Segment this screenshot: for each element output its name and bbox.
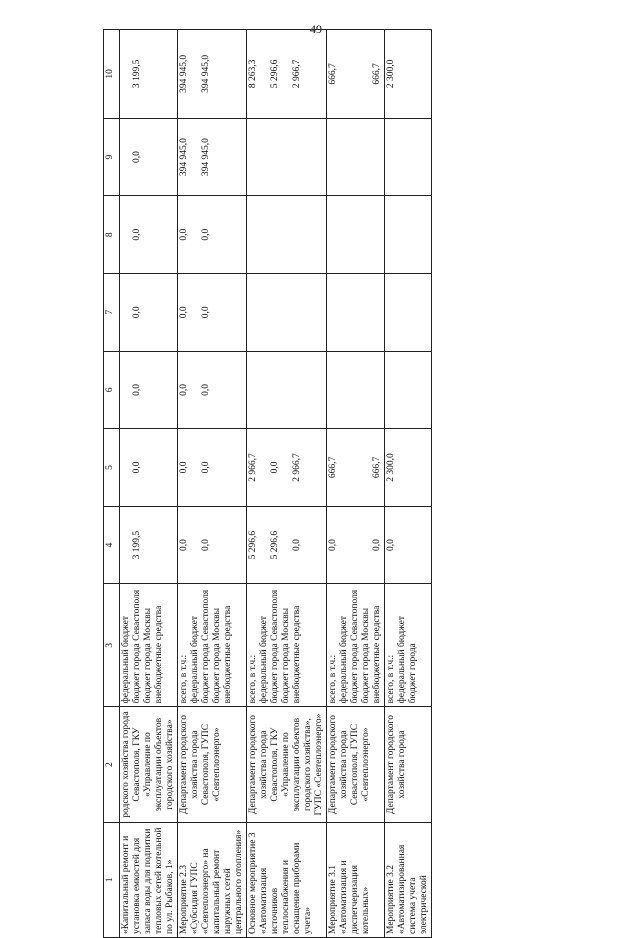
value-line (372, 355, 383, 426)
value-line (190, 510, 201, 581)
value-line: 0,0 (179, 306, 189, 319)
value-line (339, 432, 350, 503)
table-row (327, 30, 385, 938)
value-line (212, 122, 223, 193)
activity-name: «Капитальный ремонт и установка емкостей для запаса воды для подпитки тепловых сетей котельной по ул. Рыбаков, 1» (120, 822, 178, 937)
column-header: 4 (104, 506, 120, 584)
funding-source: внебюджетные средства (372, 605, 382, 704)
value-line (259, 122, 270, 193)
funding-source: внебюджетные средства (154, 605, 164, 704)
value-line (281, 355, 292, 426)
value-cell (247, 30, 327, 119)
value-line (281, 199, 292, 270)
value-line (121, 199, 132, 270)
value-line: 666,7 (372, 63, 382, 85)
value-line (270, 355, 281, 426)
funding-source: всего, в т.ч.: (248, 654, 258, 704)
value-line (154, 432, 165, 503)
activity-name: Мероприятие 3.1 «Автоматизация и диспетчеризация котельных» (327, 822, 385, 937)
funding-source: всего, в т.ч.: (386, 654, 396, 704)
value-line (328, 199, 339, 270)
activity-name: Мероприятие 2.3 «Субсидия ГУПС «Севтеплоэнерго» на капитальный ремонт наружных сетей центрального отопления» (178, 822, 247, 937)
value-line: 0,0 (201, 306, 211, 319)
value-line: 2 300,0 (386, 453, 396, 482)
value-line: 394 945,0 (201, 138, 211, 177)
value-line: 0,0 (179, 461, 189, 474)
funding-sources (178, 584, 247, 707)
value-line (372, 199, 383, 270)
value-line (292, 277, 303, 348)
value-cell (327, 273, 385, 351)
column-header: 8 (104, 196, 120, 274)
value-line (259, 33, 270, 115)
funding-source: всего, в т.ч.: (328, 654, 338, 704)
value-line (121, 432, 132, 503)
value-line: 394 945,0 (201, 54, 211, 93)
funding-sources (385, 584, 432, 707)
value-line (292, 355, 303, 426)
budget-table (103, 29, 432, 938)
value-line (408, 355, 419, 426)
value-line (223, 199, 234, 270)
table-row (247, 30, 327, 938)
funding-source: бюджет города Москвы (281, 607, 291, 704)
value-line (339, 277, 350, 348)
value-line (350, 510, 361, 581)
value-line (223, 33, 234, 115)
funding-source: всего, в т.ч.: (179, 654, 189, 704)
value-line (190, 122, 201, 193)
value-cell (247, 506, 327, 584)
funding-source: бюджет города Москвы (361, 607, 371, 704)
value-line (292, 199, 303, 270)
value-line: 0,0 (132, 306, 142, 319)
value-line (154, 355, 165, 426)
value-cell (120, 273, 178, 351)
value-line (154, 199, 165, 270)
value-cell (120, 30, 178, 119)
value-line (143, 510, 154, 581)
funding-source: федеральный бюджет (190, 615, 200, 704)
value-line (339, 122, 350, 193)
value-line: 2 966,7 (292, 59, 302, 89)
responsible-executor: Департамент городского хозяйства города Севастополя, ГУПС «Севтеплоэнерго» (178, 707, 247, 822)
value-cell (385, 118, 432, 196)
responsible-executor: Департамент городского хозяйства города (385, 707, 432, 822)
value-line (408, 277, 419, 348)
value-cell (120, 429, 178, 507)
value-line (350, 33, 361, 115)
value-line (386, 277, 397, 348)
value-cell (385, 429, 432, 507)
value-line (190, 199, 201, 270)
value-cell (178, 506, 247, 584)
funding-source: внебюджетные средства (223, 605, 233, 704)
value-cell (247, 351, 327, 429)
page-number: 49 (310, 22, 322, 36)
value-line (121, 33, 132, 115)
value-line (397, 355, 408, 426)
value-line (223, 122, 234, 193)
value-cell (385, 196, 432, 274)
value-line (121, 277, 132, 348)
value-cell (327, 506, 385, 584)
value-line: 0,0 (386, 539, 396, 551)
value-line (339, 355, 350, 426)
funding-sources (327, 584, 385, 707)
rotated-table-container (103, 29, 575, 938)
value-cell (178, 351, 247, 429)
value-line: 5 296,6 (270, 59, 280, 89)
value-line (361, 122, 372, 193)
funding-source: бюджет города Москвы (143, 607, 153, 704)
value-line (281, 432, 292, 503)
column-header: 1 (104, 822, 120, 937)
value-line (281, 122, 292, 193)
value-cell (247, 196, 327, 274)
activity-name: Основное мероприятие 3 «Автоматизация источников теплоснабжения и оснащение приборами учета» (247, 822, 327, 937)
value-line (281, 277, 292, 348)
funding-source: федеральный бюджет (259, 615, 269, 704)
value-cell (178, 118, 247, 196)
value-line (259, 199, 270, 270)
value-line (350, 355, 361, 426)
value-line (339, 199, 350, 270)
value-cell (120, 506, 178, 584)
column-header: 6 (104, 351, 120, 429)
value-cell (120, 118, 178, 196)
funding-source: бюджет города Севастополя (270, 589, 280, 704)
funding-source: бюджет города Севастополя (132, 589, 142, 704)
value-line (190, 355, 201, 426)
value-line (281, 33, 292, 115)
value-line (408, 199, 419, 270)
value-line (328, 277, 339, 348)
value-line (339, 510, 350, 581)
column-header: 2 (104, 707, 120, 822)
value-cell (247, 118, 327, 196)
value-line (248, 355, 259, 426)
value-line: 0,0 (132, 383, 142, 396)
value-line: 0,0 (372, 539, 382, 551)
value-cell (327, 351, 385, 429)
funding-source: бюджет города Москвы (212, 607, 222, 704)
value-line: 0,0 (179, 383, 189, 396)
table-row (178, 30, 247, 938)
value-line (121, 510, 132, 581)
value-line: 0,0 (201, 383, 211, 396)
value-line: 5 296,6 (270, 530, 280, 560)
value-line: 0,0 (179, 228, 189, 241)
value-line (361, 277, 372, 348)
value-line (372, 122, 383, 193)
value-line (248, 122, 259, 193)
header-row (104, 30, 120, 938)
value-cell (247, 273, 327, 351)
value-cell (178, 30, 247, 119)
value-line (281, 510, 292, 581)
value-cell (178, 429, 247, 507)
value-line (361, 432, 372, 503)
funding-source: федеральный бюджет (339, 615, 349, 704)
value-line (190, 432, 201, 503)
value-line: 3 199,5 (132, 530, 142, 560)
value-cell (385, 351, 432, 429)
value-line (408, 432, 419, 503)
value-line (143, 277, 154, 348)
column-header: 5 (104, 429, 120, 507)
value-line (259, 277, 270, 348)
value-line (361, 355, 372, 426)
value-line (121, 122, 132, 193)
value-line (154, 33, 165, 115)
value-line (154, 510, 165, 581)
value-line: 0,0 (179, 539, 189, 551)
value-line: 666,7 (328, 63, 338, 85)
value-line: 0,0 (132, 461, 142, 474)
value-line (270, 277, 281, 348)
value-line (190, 277, 201, 348)
value-line (339, 33, 350, 115)
funding-source: внебюджетные средства (292, 605, 302, 704)
value-line (350, 432, 361, 503)
value-cell (120, 351, 178, 429)
value-line (408, 510, 419, 581)
value-line (397, 33, 408, 115)
value-cell (385, 273, 432, 351)
value-line (143, 122, 154, 193)
value-line (212, 510, 223, 581)
value-line (190, 33, 201, 115)
value-line: 666,7 (328, 456, 338, 479)
value-line (259, 510, 270, 581)
value-line (361, 199, 372, 270)
value-line (223, 355, 234, 426)
value-line: 0,0 (201, 228, 211, 241)
value-line (143, 33, 154, 115)
value-line (408, 122, 419, 193)
funding-source: федеральный бюджет (121, 615, 131, 704)
value-line (259, 432, 270, 503)
value-line (223, 510, 234, 581)
value-line (143, 432, 154, 503)
column-header: 9 (104, 118, 120, 196)
column-header: 3 (104, 584, 120, 707)
value-line (212, 33, 223, 115)
value-line (386, 199, 397, 270)
value-line: 2 300,0 (386, 59, 396, 89)
value-line: 0,0 (270, 461, 280, 474)
value-line: 0,0 (132, 228, 142, 241)
value-line (121, 355, 132, 426)
value-line (248, 199, 259, 270)
value-line (350, 277, 361, 348)
value-line (154, 122, 165, 193)
value-line (350, 122, 361, 193)
funding-source: бюджет города Севастополя (350, 589, 360, 704)
funding-source: федеральный бюджет (397, 615, 407, 704)
value-line (143, 199, 154, 270)
value-line (212, 199, 223, 270)
column-header: 10 (104, 30, 120, 119)
value-cell (120, 196, 178, 274)
value-line (350, 199, 361, 270)
value-line (397, 510, 408, 581)
value-cell (385, 30, 432, 119)
value-line: 2 966,7 (292, 453, 302, 482)
activity-name: Мероприятие 3.2 «Автоматизированная система учета электрической (385, 822, 432, 937)
value-line (223, 432, 234, 503)
value-line: 394 945,0 (179, 54, 189, 93)
value-line (386, 122, 397, 193)
value-line (408, 33, 419, 115)
funding-sources (247, 584, 327, 707)
value-line: 5 296,6 (248, 530, 258, 560)
value-line (212, 355, 223, 426)
value-line (397, 199, 408, 270)
value-line (361, 33, 372, 115)
value-line: 2 966,7 (248, 453, 258, 482)
value-cell (247, 429, 327, 507)
value-line: 0,0 (328, 539, 338, 551)
value-line (143, 355, 154, 426)
value-cell (327, 196, 385, 274)
value-line (328, 122, 339, 193)
value-cell (178, 273, 247, 351)
value-line (397, 432, 408, 503)
value-line (248, 277, 259, 348)
value-line (259, 355, 270, 426)
value-line: 3 199,5 (132, 59, 142, 89)
value-line (223, 277, 234, 348)
value-line (270, 199, 281, 270)
value-line: 8 263,3 (248, 59, 258, 89)
value-line (372, 277, 383, 348)
value-line (212, 277, 223, 348)
responsible-executor: Департамент городского хозяйства города Севастополя, ГУПС «Севтеплоэнерго» (327, 707, 385, 822)
value-line: 0,0 (201, 461, 211, 474)
value-cell (327, 429, 385, 507)
responsible-executor: Департамент городского хозяйства города Севастополя, ГКУ «Управление по эксплуатации объектов городского хозяйства», ГУПС «Севтеплоэнерго» (247, 707, 327, 822)
value-line: 0,0 (132, 151, 142, 164)
value-line: 0,0 (201, 539, 211, 551)
value-line (361, 510, 372, 581)
value-line (386, 355, 397, 426)
value-cell (327, 118, 385, 196)
value-line (154, 277, 165, 348)
value-line: 666,7 (372, 456, 382, 479)
value-line (397, 277, 408, 348)
value-cell (385, 506, 432, 584)
value-line: 394 945,0 (179, 138, 189, 177)
funding-source: бюджет города Севастополя (201, 589, 211, 704)
column-header: 7 (104, 273, 120, 351)
value-line (397, 122, 408, 193)
responsible-executor: родского хозяйства города Севастополя, ГКУ «Управление по эксплуатации объектов городского хозяйства» (120, 707, 178, 822)
value-line (328, 355, 339, 426)
value-line (212, 432, 223, 503)
value-cell (327, 30, 385, 119)
table-row (385, 30, 432, 938)
funding-source: бюджет города (408, 643, 418, 704)
value-line (270, 122, 281, 193)
funding-sources (120, 584, 178, 707)
value-cell (178, 196, 247, 274)
table-row (120, 30, 178, 938)
value-line (292, 122, 303, 193)
value-line: 0,0 (292, 539, 302, 551)
